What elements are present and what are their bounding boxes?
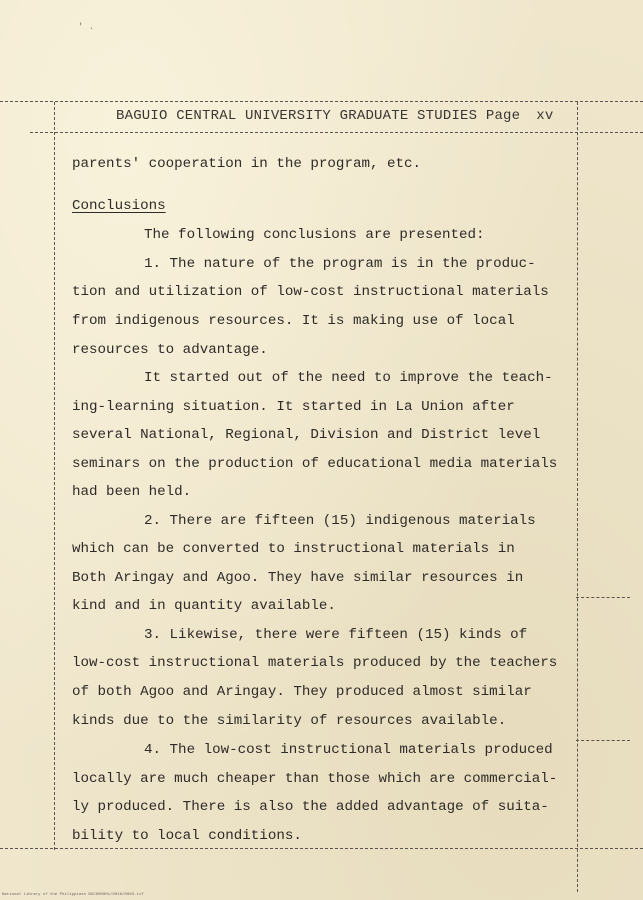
header-rule (30, 132, 643, 133)
text-line: kinds due to the similarity of resources available. (72, 713, 507, 729)
margin-tick-2 (576, 740, 630, 741)
text-line: ly produced. There is also the added advantage of suita- (72, 799, 549, 815)
text-line: locally are much cheaper than those which are commercial- (72, 771, 558, 787)
text-line: kind and in quantity available. (72, 598, 336, 614)
left-margin-rule (54, 102, 55, 850)
text-line: seminars on the production of educational media materials (72, 456, 558, 472)
text-line: resources to advantage. (72, 342, 268, 358)
text-line: ing-learning situation. It started in La Union after (72, 399, 515, 415)
header-title: BAGUIO CENTRAL UNIVERSITY GRADUATE STUDIES Page (116, 108, 521, 124)
page-header (116, 108, 553, 124)
text-line: The following conclusions are presented: (144, 227, 485, 243)
text-line: 1. The nature of the program is in the produc- (144, 256, 536, 272)
scan-footer: National Library of the Philippines BUC000001/0016/0003.tif (2, 893, 144, 897)
text-line: tion and utilization of low-cost instructional materials (72, 284, 549, 300)
text-line: had been held. (72, 484, 192, 500)
text-line: 2. There are fifteen (15) indigenous materials (144, 513, 536, 529)
text-line: 4. The low-cost instructional materials produced (144, 742, 553, 758)
text-line: parents' cooperation in the program, etc. (72, 156, 422, 172)
text-line: of both Agoo and Aringay. They produced almost similar (72, 684, 532, 700)
right-margin-rule (577, 102, 578, 892)
text-line: from indigenous resources. It is making use of local (72, 313, 515, 329)
text-line: which can be converted to instructional materials in (72, 541, 515, 557)
margin-tick-1 (576, 597, 630, 598)
text-line: low-cost instructional materials produced by the teachers (72, 655, 558, 671)
text-line: It started out of the need to improve the teach- (144, 370, 553, 386)
text-line: 3. Likewise, there were fifteen (15) kinds of (144, 627, 528, 643)
text-line: several National, Regional, Division and District level (72, 427, 541, 443)
bottom-rule (0, 848, 643, 849)
top-rule (0, 101, 643, 102)
text-line: bility to local conditions. (72, 828, 302, 844)
text-line: Both Aringay and Agoo. They have similar resources in (72, 570, 524, 586)
paper-specks: ' . (78, 22, 95, 32)
section-heading: Conclusions (72, 198, 166, 214)
page-number: xv (536, 108, 554, 124)
